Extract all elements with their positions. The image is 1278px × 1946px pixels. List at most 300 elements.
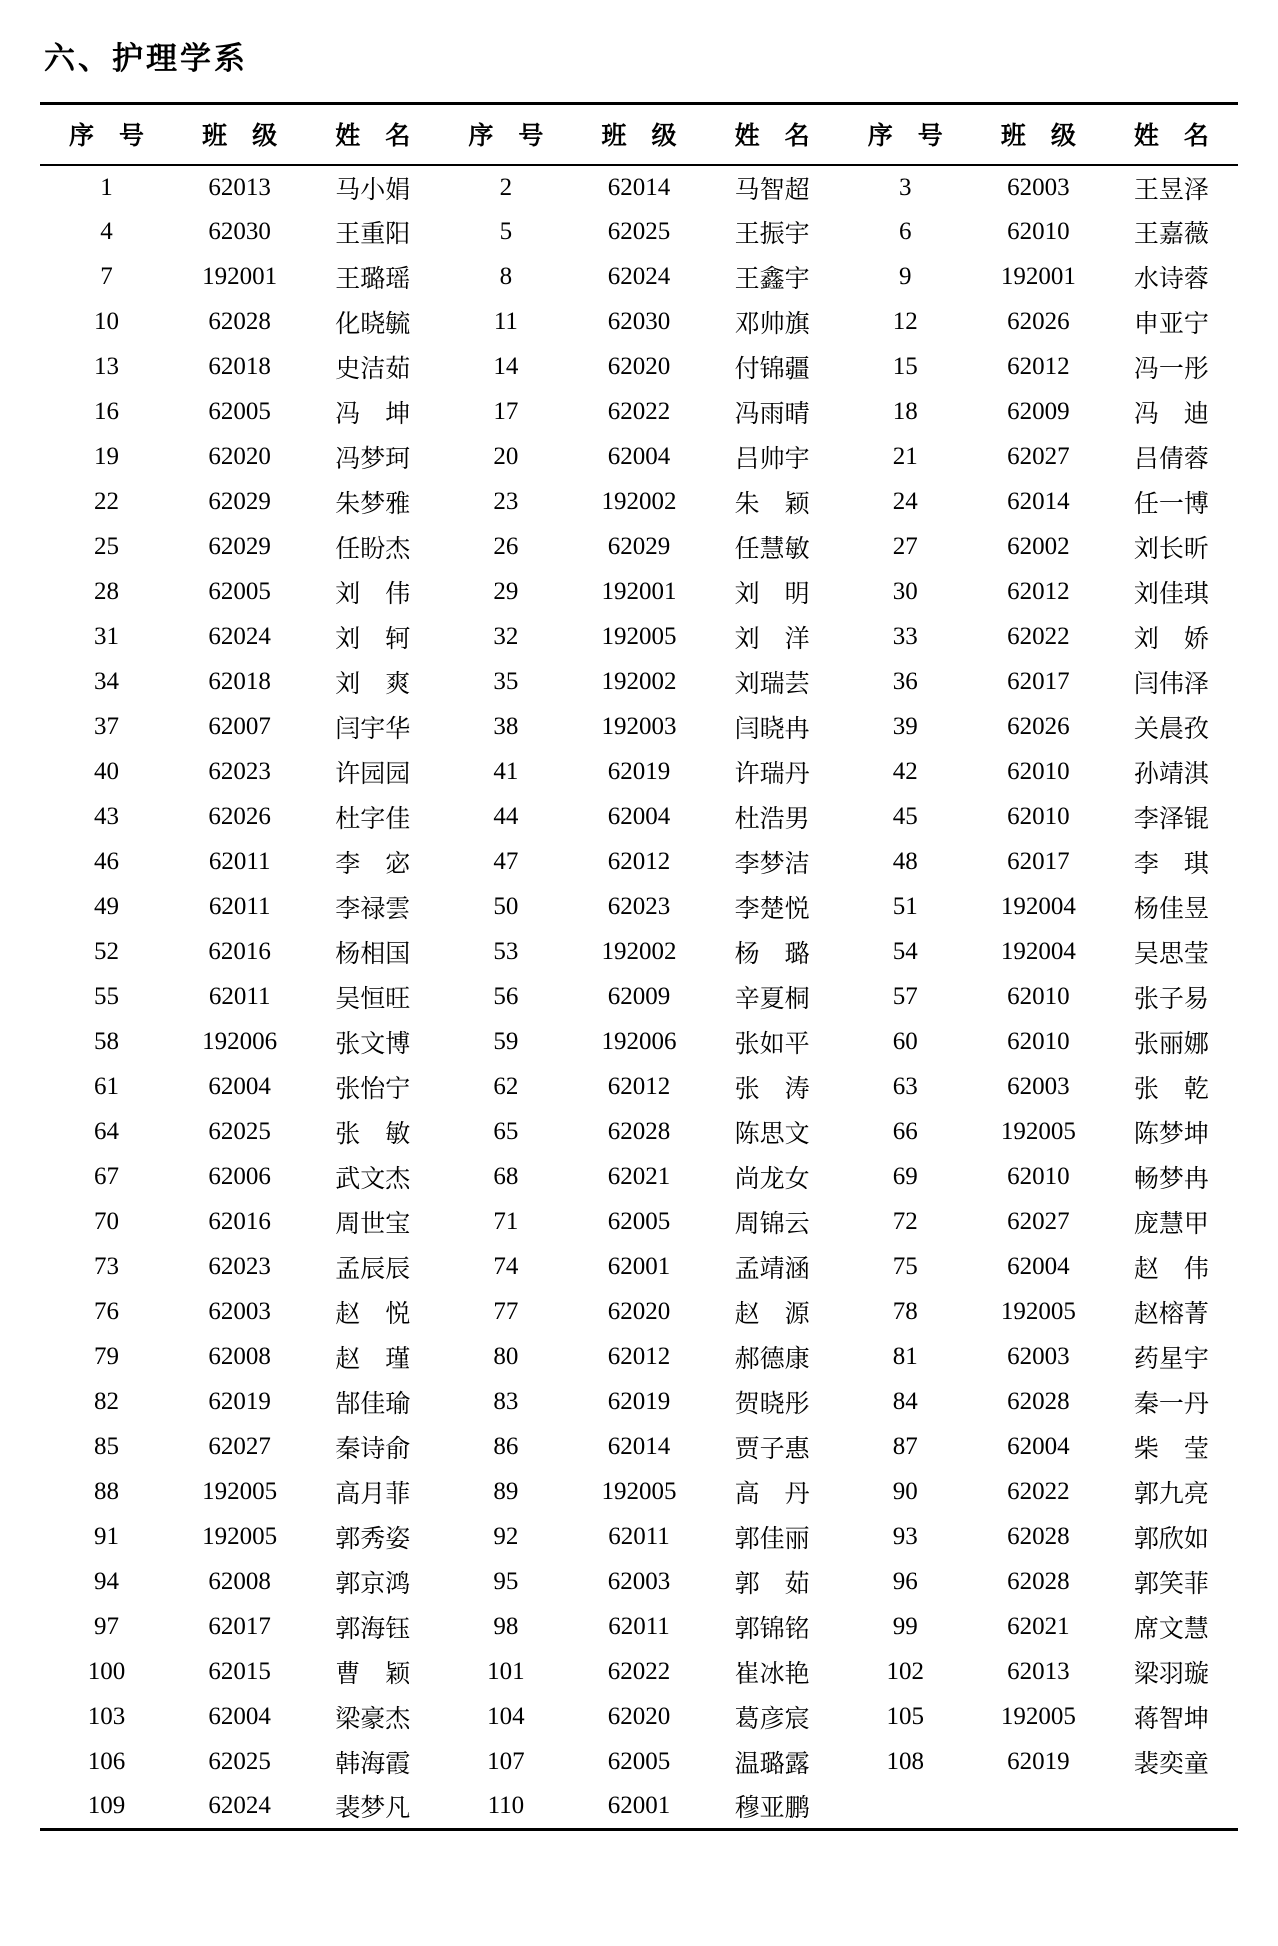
name-cell: 畅梦冉 <box>1133 1166 1209 1194</box>
serial-cell: 6 <box>898 218 912 246</box>
page-title: 六、护理学系 <box>44 41 248 77</box>
table-row <box>40 1290 1238 1335</box>
serial-cell: 89 <box>493 1478 519 1506</box>
name-cell: 刘 明 <box>734 581 810 609</box>
name-cell: 李 宓 <box>335 851 411 879</box>
serial-cell: 76 <box>94 1298 120 1326</box>
name-cell: 许瑞丹 <box>734 761 810 789</box>
table-row <box>40 705 1238 750</box>
name-cell: 李 琪 <box>1133 851 1209 879</box>
serial-cell: 102 <box>886 1658 924 1686</box>
name-cell: 赵 伟 <box>1133 1256 1209 1284</box>
name-cell: 朱 颖 <box>734 491 810 519</box>
class-cell: 62002 <box>1007 533 1070 561</box>
serial-cell: 96 <box>892 1568 918 1596</box>
table-row <box>40 300 1238 345</box>
class-cell: 62003 <box>208 1298 271 1326</box>
table-row <box>40 1200 1238 1245</box>
class-cell: 62005 <box>607 1748 671 1776</box>
name-cell: 贺晓彤 <box>734 1391 810 1419</box>
class-cell: 62025 <box>208 1118 271 1146</box>
name-cell: 高月菲 <box>335 1481 411 1509</box>
serial-cell: 91 <box>94 1523 120 1551</box>
class-cell: 62017 <box>1007 668 1070 696</box>
header-name-3: 姓 名 <box>1133 121 1209 151</box>
class-cell: 62003 <box>607 1568 671 1596</box>
name-cell: 郭锦铭 <box>734 1616 810 1644</box>
class-cell: 62004 <box>208 1703 271 1731</box>
serial-cell: 16 <box>94 398 120 426</box>
class-cell: 62023 <box>607 893 671 921</box>
serial-cell: 81 <box>892 1343 918 1371</box>
class-cell <box>972 1785 1105 1830</box>
class-cell: 62014 <box>607 1433 671 1461</box>
class-cell: 62017 <box>208 1613 271 1641</box>
serial-cell: 103 <box>87 1703 126 1731</box>
name-cell: 赵 瑾 <box>335 1346 411 1374</box>
name-cell: 吴思莹 <box>1133 941 1209 969</box>
name-cell: 裴梦凡 <box>335 1795 411 1823</box>
class-cell: 62012 <box>607 848 671 876</box>
class-cell: 62025 <box>607 218 671 246</box>
class-cell: 192002 <box>601 668 677 696</box>
name-cell: 王振宇 <box>734 221 810 249</box>
name-cell: 李泽锟 <box>1133 806 1209 834</box>
table-row <box>40 1560 1238 1605</box>
class-cell: 62005 <box>208 578 271 606</box>
class-cell: 62026 <box>1007 308 1070 336</box>
name-cell: 尚龙女 <box>734 1166 810 1194</box>
table-row <box>40 1335 1238 1380</box>
class-cell: 62005 <box>208 398 271 426</box>
serial-cell: 39 <box>892 713 918 741</box>
name-cell: 冯一彤 <box>1133 356 1209 384</box>
class-cell: 62014 <box>607 173 671 201</box>
class-cell: 62004 <box>1007 1253 1070 1281</box>
serial-cell: 8 <box>499 263 513 291</box>
table-row <box>40 1695 1238 1740</box>
serial-cell: 74 <box>493 1253 519 1281</box>
class-cell: 62006 <box>208 1163 271 1191</box>
class-cell: 62012 <box>1007 578 1070 606</box>
class-cell: 62030 <box>607 308 671 336</box>
name-cell: 郭秀姿 <box>335 1526 411 1554</box>
serial-cell: 29 <box>493 578 519 606</box>
serial-cell: 71 <box>493 1208 519 1236</box>
serial-cell: 54 <box>892 938 918 966</box>
serial-cell: 28 <box>94 578 120 606</box>
class-cell: 62008 <box>208 1568 271 1596</box>
name-cell: 邓帅旗 <box>734 311 810 339</box>
table-row <box>40 255 1238 300</box>
name-cell: 庞慧甲 <box>1133 1211 1209 1239</box>
name-cell: 陈思文 <box>734 1121 810 1149</box>
serial-cell: 56 <box>493 983 519 1011</box>
name-cell: 武文杰 <box>335 1166 411 1194</box>
class-cell: 192003 <box>601 713 677 741</box>
name-cell: 赵 悦 <box>335 1301 411 1329</box>
serial-cell: 97 <box>94 1613 120 1641</box>
class-cell: 62004 <box>607 443 671 471</box>
name-cell: 马小娟 <box>335 176 411 204</box>
serial-cell: 14 <box>493 353 519 381</box>
class-cell: 62015 <box>208 1658 271 1686</box>
serial-cell: 72 <box>892 1208 918 1236</box>
name-cell: 郜佳瑜 <box>335 1391 411 1419</box>
serial-cell: 110 <box>487 1792 525 1820</box>
name-cell: 孟辰辰 <box>335 1256 411 1284</box>
serial-cell: 23 <box>493 488 519 516</box>
class-cell: 62003 <box>1007 1343 1070 1371</box>
header-serial-1: 序 号 <box>69 121 145 151</box>
name-cell: 吴恒旺 <box>335 986 411 1014</box>
class-cell: 62009 <box>607 983 671 1011</box>
serial-cell: 12 <box>892 308 918 336</box>
serial-cell: 17 <box>493 398 519 426</box>
name-cell: 曹 颖 <box>335 1661 411 1689</box>
serial-cell: 19 <box>94 443 120 471</box>
class-cell: 62005 <box>607 1208 671 1236</box>
serial-cell: 88 <box>94 1478 120 1506</box>
class-cell: 62029 <box>208 488 271 516</box>
serial-cell: 22 <box>94 488 120 516</box>
name-cell: 周世宝 <box>335 1211 411 1239</box>
class-cell: 62020 <box>607 1298 671 1326</box>
class-cell: 62020 <box>607 1703 671 1731</box>
name-cell: 秦诗俞 <box>335 1436 411 1464</box>
serial-cell: 60 <box>892 1028 918 1056</box>
serial-cell: 48 <box>892 848 918 876</box>
name-cell: 穆亚鹏 <box>734 1795 810 1823</box>
serial-cell: 49 <box>94 893 120 921</box>
table-row <box>40 1245 1238 1290</box>
table-row <box>40 930 1238 975</box>
serial-cell: 108 <box>886 1748 924 1776</box>
name-cell: 贾子惠 <box>734 1436 810 1464</box>
class-cell: 62020 <box>607 353 671 381</box>
serial-cell: 30 <box>892 578 918 606</box>
serial-cell: 105 <box>886 1703 924 1731</box>
name-cell: 闫晓冉 <box>734 716 810 744</box>
serial-cell: 75 <box>892 1253 918 1281</box>
serial-cell: 46 <box>94 848 120 876</box>
serial-cell: 63 <box>892 1073 918 1101</box>
class-cell: 62003 <box>1007 1073 1070 1101</box>
name-cell: 韩海霞 <box>335 1751 411 1779</box>
serial-cell: 101 <box>487 1658 525 1686</box>
class-cell: 62030 <box>208 218 271 246</box>
class-cell: 62028 <box>1007 1388 1070 1416</box>
table-row <box>40 1740 1238 1785</box>
class-cell: 62028 <box>1007 1568 1070 1596</box>
serial-cell: 40 <box>94 758 120 786</box>
class-cell: 62001 <box>607 1792 671 1820</box>
table-row <box>40 795 1238 840</box>
serial-cell: 36 <box>892 668 918 696</box>
class-cell: 62017 <box>1007 848 1070 876</box>
serial-cell: 109 <box>87 1792 126 1820</box>
name-cell: 闫伟泽 <box>1133 671 1209 699</box>
name-cell: 刘 洋 <box>734 626 810 654</box>
name-cell: 赵 源 <box>734 1301 810 1329</box>
name-cell: 冯 迪 <box>1133 401 1209 429</box>
class-cell: 62011 <box>208 848 271 876</box>
name-cell: 孙靖淇 <box>1133 761 1209 789</box>
name-cell: 郭九亮 <box>1133 1481 1209 1509</box>
class-cell: 62013 <box>208 173 271 201</box>
class-cell: 62012 <box>1007 353 1070 381</box>
class-cell: 62019 <box>607 1388 671 1416</box>
table-row <box>40 435 1238 480</box>
serial-cell: 38 <box>493 713 519 741</box>
class-cell: 62019 <box>607 758 671 786</box>
class-cell: 62024 <box>607 263 671 291</box>
class-cell: 62025 <box>208 1748 271 1776</box>
serial-cell: 26 <box>493 533 519 561</box>
name-cell: 刘 伟 <box>335 581 411 609</box>
name-cell: 关晨孜 <box>1133 716 1209 744</box>
name-cell: 辛夏桐 <box>734 986 810 1014</box>
serial-cell: 92 <box>493 1523 519 1551</box>
name-cell: 柴 莹 <box>1133 1436 1209 1464</box>
class-cell: 192005 <box>202 1523 278 1551</box>
name-cell: 吕倩蓉 <box>1133 446 1209 474</box>
serial-cell: 43 <box>94 803 120 831</box>
serial-cell: 3 <box>898 173 912 201</box>
name-cell: 郭欣如 <box>1133 1526 1209 1554</box>
name-cell: 化晓毓 <box>335 311 411 339</box>
class-cell: 62001 <box>607 1253 671 1281</box>
serial-cell: 24 <box>892 488 918 516</box>
class-cell: 62010 <box>1007 803 1070 831</box>
table-row <box>40 570 1238 615</box>
serial-cell: 87 <box>892 1433 918 1461</box>
serial-cell: 7 <box>100 263 113 291</box>
name-cell: 许园园 <box>335 761 411 789</box>
class-cell: 62022 <box>1007 1478 1070 1506</box>
class-cell: 62011 <box>608 1523 670 1551</box>
name-cell: 杜字佳 <box>335 806 411 834</box>
serial-cell: 86 <box>493 1433 519 1461</box>
table-row <box>40 165 1238 210</box>
class-cell: 192005 <box>1000 1703 1076 1731</box>
class-cell: 62028 <box>208 308 271 336</box>
table-row <box>40 1425 1238 1470</box>
name-cell: 葛彦宸 <box>734 1706 810 1734</box>
serial-cell: 53 <box>493 938 519 966</box>
name-cell: 朱梦雅 <box>335 491 411 519</box>
class-cell: 62016 <box>208 938 271 966</box>
name-cell: 李楚悦 <box>734 896 810 924</box>
serial-cell: 64 <box>94 1118 120 1146</box>
table-row <box>40 750 1238 795</box>
serial-cell: 32 <box>493 623 519 651</box>
name-cell: 杨相国 <box>335 941 411 969</box>
class-cell: 192005 <box>601 623 677 651</box>
name-cell: 刘 爽 <box>335 671 411 699</box>
class-cell: 192001 <box>601 578 677 606</box>
class-cell: 192005 <box>1000 1118 1076 1146</box>
table-row <box>40 390 1238 435</box>
name-cell: 郭笑菲 <box>1133 1571 1209 1599</box>
class-cell: 62004 <box>607 803 671 831</box>
serial-cell: 80 <box>493 1343 519 1371</box>
name-cell: 梁豪杰 <box>335 1706 411 1734</box>
table-row <box>40 615 1238 660</box>
name-cell: 刘 娇 <box>1133 626 1209 654</box>
table-row <box>40 525 1238 570</box>
class-cell: 62010 <box>1007 1028 1070 1056</box>
table-row <box>40 1650 1238 1695</box>
table-row <box>40 1605 1238 1650</box>
serial-cell: 47 <box>493 848 519 876</box>
serial-cell: 25 <box>94 533 120 561</box>
class-cell: 62027 <box>208 1433 271 1461</box>
class-cell: 62012 <box>607 1073 671 1101</box>
serial-cell: 21 <box>892 443 918 471</box>
class-cell: 62022 <box>607 398 671 426</box>
serial-cell: 52 <box>94 938 120 966</box>
name-cell: 张 敏 <box>335 1121 411 1149</box>
name-cell: 温璐露 <box>734 1751 810 1779</box>
serial-cell: 104 <box>487 1703 525 1731</box>
serial-cell: 100 <box>87 1658 126 1686</box>
class-cell: 62007 <box>208 713 271 741</box>
class-cell: 62027 <box>1007 1208 1070 1236</box>
class-cell: 192006 <box>601 1028 677 1056</box>
serial-cell: 18 <box>892 398 918 426</box>
class-cell: 62028 <box>1007 1523 1070 1551</box>
name-cell: 王昱泽 <box>1133 176 1209 204</box>
name-cell: 陈梦坤 <box>1133 1121 1209 1149</box>
name-cell: 李梦洁 <box>734 851 810 879</box>
serial-cell: 95 <box>493 1568 519 1596</box>
serial-cell: 2 <box>499 173 513 201</box>
class-cell: 62003 <box>1007 173 1070 201</box>
serial-cell: 13 <box>94 353 120 381</box>
class-cell: 192005 <box>601 1478 677 1506</box>
serial-cell: 61 <box>94 1073 120 1101</box>
class-cell: 62023 <box>208 758 271 786</box>
class-cell: 62019 <box>1007 1748 1070 1776</box>
serial-cell: 69 <box>892 1163 918 1191</box>
name-cell: 杜浩男 <box>734 806 810 834</box>
class-cell: 62023 <box>208 1253 271 1281</box>
name-cell: 蒋智坤 <box>1133 1706 1209 1734</box>
header-name-1: 姓 名 <box>335 121 411 151</box>
name-cell: 付锦疆 <box>734 356 810 384</box>
class-cell: 192002 <box>601 938 677 966</box>
serial-cell: 20 <box>493 443 519 471</box>
table-row <box>40 210 1238 255</box>
table-row <box>40 1020 1238 1065</box>
name-cell: 任盼杰 <box>335 536 411 564</box>
class-cell: 62010 <box>1007 1163 1070 1191</box>
serial-cell: 77 <box>493 1298 519 1326</box>
table-body <box>40 165 1238 1830</box>
serial-cell: 37 <box>94 713 120 741</box>
serial-cell: 51 <box>892 893 918 921</box>
serial-cell: 44 <box>493 803 519 831</box>
class-cell: 62010 <box>1007 758 1070 786</box>
serial-cell: 85 <box>94 1433 120 1461</box>
serial-cell: 79 <box>94 1343 120 1371</box>
name-cell: 吕帅宇 <box>734 446 810 474</box>
serial-cell: 41 <box>493 758 519 786</box>
serial-cell: 31 <box>94 623 120 651</box>
serial-cell: 10 <box>94 308 120 336</box>
class-cell: 192004 <box>1000 938 1076 966</box>
name-cell: 席文慧 <box>1133 1616 1209 1644</box>
name-cell: 王重阳 <box>335 221 411 249</box>
serial-cell: 78 <box>892 1298 918 1326</box>
serial-cell: 5 <box>499 218 513 246</box>
name-cell: 冯雨晴 <box>734 401 810 429</box>
class-cell: 192001 <box>1000 263 1076 291</box>
class-cell: 192004 <box>1000 893 1076 921</box>
class-cell: 192002 <box>601 488 677 516</box>
serial-cell: 33 <box>892 623 918 651</box>
name-cell: 刘 轲 <box>335 626 411 654</box>
serial-cell: 68 <box>493 1163 519 1191</box>
name-cell: 刘长昕 <box>1133 536 1209 564</box>
serial-cell: 65 <box>493 1118 519 1146</box>
class-cell: 62013 <box>1007 1658 1070 1686</box>
header-serial-3: 序 号 <box>867 121 943 151</box>
name-cell: 马智超 <box>734 176 810 204</box>
class-cell: 62011 <box>608 1613 670 1641</box>
name-cell: 张文博 <box>335 1031 411 1059</box>
serial-cell <box>839 1785 972 1830</box>
name-cell: 郭佳丽 <box>734 1526 810 1554</box>
serial-cell: 70 <box>94 1208 120 1236</box>
serial-cell: 90 <box>892 1478 918 1506</box>
serial-cell: 83 <box>493 1388 519 1416</box>
serial-cell: 35 <box>493 668 519 696</box>
serial-cell: 34 <box>94 668 120 696</box>
serial-cell: 4 <box>100 218 113 246</box>
name-cell: 张怡宁 <box>335 1076 411 1104</box>
name-cell: 王璐瑶 <box>335 266 411 294</box>
serial-cell: 94 <box>94 1568 120 1596</box>
serial-cell: 98 <box>493 1613 519 1641</box>
serial-cell: 99 <box>892 1613 918 1641</box>
table-row <box>40 345 1238 390</box>
serial-cell: 62 <box>493 1073 519 1101</box>
name-cell: 王鑫宇 <box>734 266 810 294</box>
table-row <box>40 660 1238 705</box>
header-class-2: 班 级 <box>601 121 677 151</box>
name-cell: 水诗蓉 <box>1133 266 1209 294</box>
class-cell: 62020 <box>208 443 271 471</box>
class-cell: 62011 <box>208 893 271 921</box>
class-cell: 62009 <box>1007 398 1070 426</box>
class-cell: 62024 <box>208 623 271 651</box>
serial-cell: 106 <box>87 1748 126 1776</box>
name-cell: 秦一丹 <box>1133 1391 1209 1419</box>
serial-cell: 27 <box>892 533 918 561</box>
class-cell: 192001 <box>202 263 278 291</box>
name-cell: 冯 坤 <box>335 401 411 429</box>
name-cell: 冯梦珂 <box>335 446 411 474</box>
class-cell: 62029 <box>607 533 671 561</box>
class-cell: 62004 <box>208 1073 271 1101</box>
class-cell: 62010 <box>1007 218 1070 246</box>
class-cell: 62008 <box>208 1343 271 1371</box>
serial-cell: 107 <box>487 1748 525 1776</box>
name-cell: 杨佳昱 <box>1133 896 1209 924</box>
name-cell: 张丽娜 <box>1133 1031 1209 1059</box>
